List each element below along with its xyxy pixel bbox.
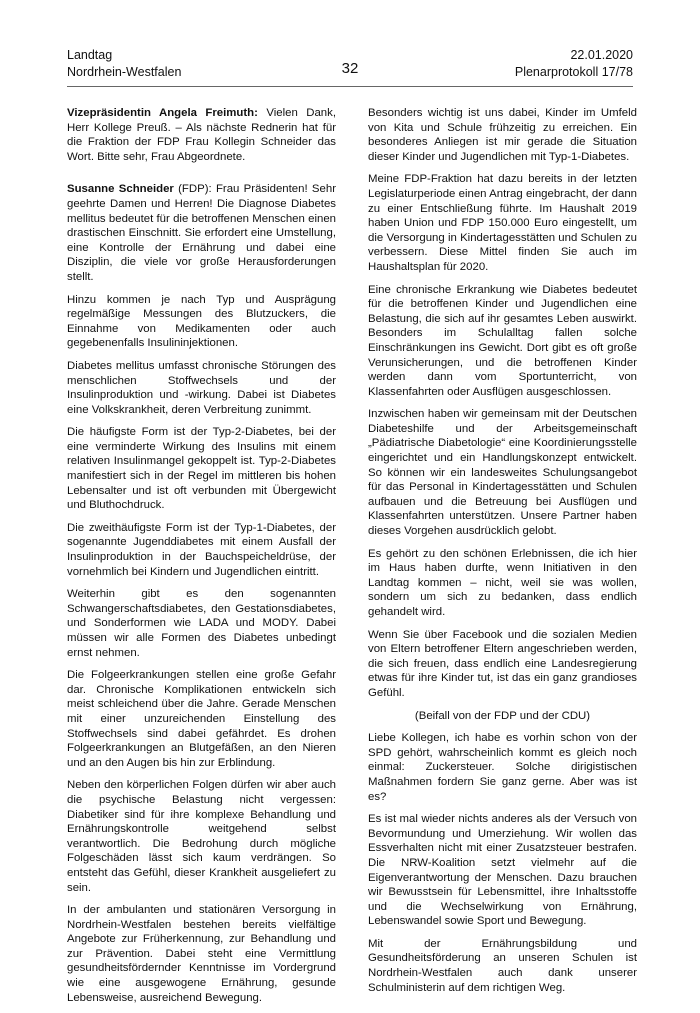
left-column bbox=[67, 106, 336, 1013]
page-number: 32 bbox=[341, 60, 359, 77]
speech-text: Vielen Dank, Herr Kollege Preuß. – Als nächste Rednerin hat für die Fraktion der FDP Frau Kollegin Schneider das Wort. Bitte sehr, Frau Abgeordnete. bbox=[67, 107, 336, 163]
paragraph: Die häufigste Form ist der Typ-2-Diabetes, bei der eine verminderte Wirkung des Insulins mit einem relativen Insulinmangel gekoppelt ist. Typ-2-Diabetes manifestiert sich in der Regel im mittleren bis hohen Lebensalter und ist oft verbunden mit Übergewicht und Bluthochdruck. bbox=[67, 426, 336, 512]
paragraph: Liebe Kollegen, ich habe es vorhin schon von der SPD gehört, wahrscheinlich kommt es gleich noch einmal: Zuckersteuer. Solche dirigistischen Maßnahmen fordern Sie ganz gerne. Aber was ist es? bbox=[368, 732, 637, 803]
paragraph bbox=[67, 182, 336, 284]
protocol-number: Plenarprotokoll 17/78 bbox=[514, 65, 633, 79]
paragraph: Inzwischen haben wir gemeinsam mit der Deutschen Diabeteshilfe und der Arbeitsgemeinschaft „Pädiatrische Diabetologie“ eine Koordinierungsstelle eingerichtet und ein Handlungskonzept entwickelt. So können wir ein landesweites Schulungsangebot für das Personal in Kindertagesstätten und Schulen aufbauen und die Betreuung bei Ausflügen und Klassenfahrten unterstützen. Unsere Partner haben dieses Vorgehen ausdrücklich gelobt. bbox=[368, 408, 637, 538]
paragraph: Neben den körperlichen Folgen dürfen wir aber auch die psychische Belastung nicht vergessen: Diabetiker sind für ihre komplexe Behandlung und Ernährungskontrolle weitgehend selbst verantwortlich. Die Bedrohung durch mögliche Folgeschäden lässt sich kaum verdrängen. So entsteht das Gefühl, dieser Krankheit ausgeliefert zu sein. bbox=[67, 779, 336, 894]
paragraph: In der ambulanten und stationären Versorgung in Nordrhein-Westfalen bestehen bereits vielfältige Angebote zur Früherkennung, zur Behandlung und zur Prävention. Dabei steht eine Vermittlung gesundheitsfördernder Kenntnisse im Vordergrund wie eine ausgewogene Ernährung, gesunde Lebensweise, ausreichend Bewegung. bbox=[67, 904, 336, 1004]
paragraph: Meine FDP-Fraktion hat dazu bereits in der letzten Legislaturperiode einen Antrag eingebracht, der dann zu einer Entschließung führte. Im Haushalt 2019 haben Union und FDP 150.000 Euro eingestellt, um die Versorgung in Kindertagesstätten und Schulen zu verbessern. Diese Mittel finden Sie auch im Haushaltsplan für 2020. bbox=[368, 173, 637, 273]
speech-text: (FDP): Frau Präsidenten! Sehr geehrte Damen und Herren! Die Diagnose Diabetes mellitus bedeutet für die betroffenen Menschen einen drastischen Einschnitt. Sie erfordert eine Umstellung, eine Kontrolle der Ernährung und dabei eine Disziplin, die viele vor große Herausforderungen stellt. bbox=[67, 183, 336, 283]
paragraph: Hinzu kommen je nach Typ und Ausprägung regelmäßige Messungen des Blutzuckers, die Einnahme von Medikamenten oder auch gegebenenfalls Insulininjektionen. bbox=[67, 293, 336, 350]
paragraph: Eine chronische Erkrankung wie Diabetes bedeutet für die betroffenen Kinder und Jugendlichen eine Belastung, die sich auf ihr gesamtes Leben auswirkt. Besonders im Schulalltag fallen solche Einschränkungen ins Gewicht. Dort gibt es oft große Verunsicherungen, und die betroffenen Kinder werden dann vom Sportunterricht, von Klassenfahrten oder Ausflügen ausgeschlossen. bbox=[368, 283, 637, 398]
header-right bbox=[515, 47, 633, 81]
paragraph: Mit der Ernährungsbildung und Gesundheitsförderung an unseren Schulen ist Nordrhein-Westfalen auch dank unserer Schulministerin auf dem richtigen Weg. bbox=[368, 937, 637, 994]
parliament-name: Landtag bbox=[67, 48, 113, 62]
speaker-name: Susanne Schneider bbox=[67, 183, 174, 196]
paragraph: Es gehört zu den schönen Erlebnissen, die ich hier im Haus haben durfte, wenn Initiativen in den Landtag kommen – nicht, weil sie was wollen, sondern um sich zu bedanken, dass endlich gehandelt wird. bbox=[368, 547, 637, 618]
right-column bbox=[368, 106, 637, 1003]
paragraph: Die zweithäufigste Form ist der Typ-1-Diabetes, der sogenannte Jugenddiabetes mit einem Ausfall der Insulinproduktion in der Bauchspeicheldrüse, der vornehmlich bei Kindern und Jugendlichen eintritt. bbox=[67, 521, 336, 578]
paragraph: Es ist mal wieder nichts anderes als der Versuch von Bevormundung und Umerziehung. Wir wollen das Essverhalten nicht mit einer Zusatzsteuer bestrafen. Die NRW-Koalition setzt vielmehr auf die Eigenverantwortung der Menschen. Dazu brauchen wir Bewusstsein für Lebensmittel, ihre Inhaltsstoffe und die Wechselwirkung von Ernährung, Lebenswandel sowie Sport und Bewegung. bbox=[368, 813, 637, 928]
state-name: Nordrhein-Westfalen bbox=[67, 65, 182, 79]
paragraph: Besonders wichtig ist uns dabei, Kinder im Umfeld von Kita und Schule frühzeitig zu erreichen. Ein besonderes Anliegen ist mir gerade die Situation dieser Kinder und Jugendlichen mit Typ-1-Diabetes. bbox=[368, 107, 637, 163]
paragraph bbox=[67, 106, 336, 164]
paragraph: Die Folgeerkrankungen stellen eine große Gefahr dar. Chronische Komplikationen entwickeln sich meist schleichend über die Jahre. Gerade Menschen mit einer unzureichenden Einstellung des Stoffwechsels sind dabei gefährdet. Es drohen Folgeerkrankungen an Blutgefäßen, an den Nieren und an den Augen bis hin zur Erblindung. bbox=[67, 669, 336, 769]
paragraph: Diabetes mellitus umfasst chronische Störungen des menschlichen Stoffwechsels und der Insulinproduktion und -wirkung. Dabei ist Diabetes eine Volkskrankheit, deren Verbreitung zunimmt. bbox=[67, 359, 336, 416]
header-divider bbox=[67, 86, 633, 87]
applause-note: (Beifall von der FDP und der CDU) bbox=[414, 709, 591, 722]
session-date: 22.01.2020 bbox=[570, 48, 633, 62]
speaker-name: Vizepräsidentin Angela Freimuth: bbox=[67, 107, 258, 119]
paragraph: Wenn Sie über Facebook und die sozialen Medien von Eltern betroffener Eltern angeschrieben werden, die sich freuen, dass endlich eine Landesregierung etwas für ihre Kinder tut, ist das ein ganz grandioses Gefühl. bbox=[368, 628, 637, 699]
paragraph: Weiterhin gibt es den sogenannten Schwangerschaftsdiabetes, den Gestationsdiabetes, und Sonderformen wie LADA und MODY. Dabei müssen wir alle Formen des Diabetes unbedingt ernst nehmen. bbox=[67, 588, 336, 659]
